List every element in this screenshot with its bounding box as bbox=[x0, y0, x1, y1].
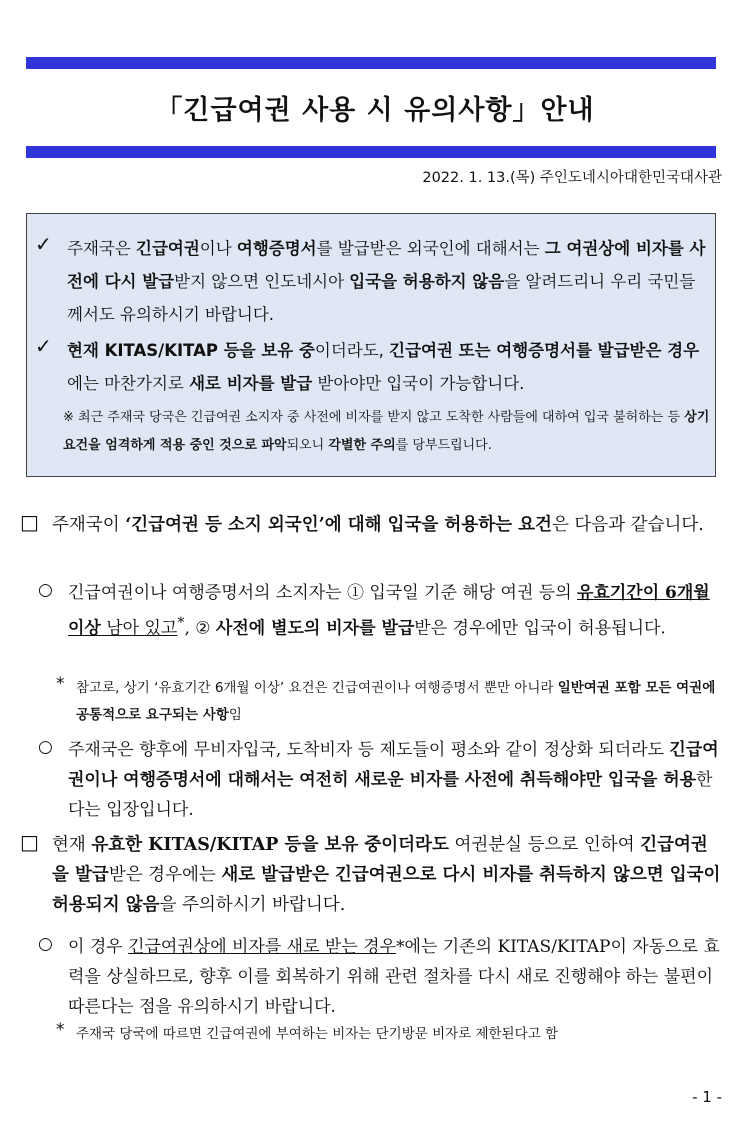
section1-item-2: 주재국은 향후에 무비자입국, 도착비자 등 제도들이 평소와 같이 정상화 되더라도 긴급여권이나 여행증명서에 대해서는 여전히 새로운 비자를 사전에 취득해야만 입국을 허용한다는 입장입니다. bbox=[68, 740, 719, 820]
asterisk-icon: * bbox=[56, 1020, 65, 1040]
check-icon: ✓ bbox=[35, 334, 52, 358]
document-title: 「긴급여권 사용 시 유의사항」안내 bbox=[155, 95, 595, 126]
square-bullet-icon: □ bbox=[20, 830, 39, 854]
date-issuer-line: 2022. 1. 13.(목) 주인도네시아대한민국대사관 bbox=[422, 170, 722, 186]
section1-item-1: 긴급여권이나 여행증명서의 소지자는 ① 입국일 기준 해당 여권 등의 유효기간이 6개월 이상 남아 있고*, ② 사전에 별도의 비자를 발급받은 경우에만 입국이 허용됩니다. bbox=[68, 583, 710, 639]
section2-footnote: 주재국 당국에 따르면 긴급여권에 부여하는 비자는 단기방문 비자로 제한된다고 함 bbox=[76, 1026, 559, 1042]
section1-footnote: 참고로, 상기 ‘유효기간 6개월 이상’ 요건은 긴급여권이나 여행증명서 뿐만 아니라 일반여권 포함 모든 여권에 공통적으로 요구되는 사항임 bbox=[76, 680, 716, 723]
notice-paragraph-1: 주재국은 긴급여권이나 여행증명서를 발급받은 외국인에 대해서는 그 여권상에 비자를 사전에 다시 발급받지 않으면 인도네시아 입국을 허용하지 않음을 알려드리니 우리 국민들께서도 유의하시기 바랍니다. bbox=[67, 239, 706, 324]
asterisk-icon: * bbox=[56, 674, 65, 694]
top-accent-bar bbox=[26, 57, 716, 69]
section2-item-1: 이 경우 긴급여권상에 비자를 새로 받는 경우*에는 기존의 KITAS/KITAP이 자동으로 효력을 상실하므로, 향후 이를 회복하기 위해 관련 절차를 다시 새로 진행해야 하는 불편이 따른다는 점을 유의하시기 바랍니다. bbox=[68, 937, 720, 1017]
notice-paragraph-2: 현재 KITAS/KITAP 등을 보유 중이더라도, 긴급여권 또는 여행증명서를 발급받은 경우에는 마찬가지로 새로 비자를 발급 받아야만 입국이 가능합니다. bbox=[67, 341, 700, 393]
notice-reference-note: ※ 최근 주재국 당국은 긴급여권 소지자 중 사전에 비자를 받지 않고 도착한 사람들에 대하여 입국 불허하는 등 상기 요건을 엄격하게 적용 중인 것으로 파악되오니 각별한 주의를 당부드립니다. bbox=[63, 410, 710, 453]
section1-heading: 주재국이 ‘긴급여권 등 소지 외국인’에 대해 입국을 허용하는 요건은 다음과 같습니다. bbox=[52, 515, 704, 535]
circle-bullet-icon: ○ bbox=[38, 934, 53, 954]
notice-box bbox=[26, 213, 716, 477]
section2-heading: 현재 유효한 KITAS/KITAP 등을 보유 중이더라도 여권분실 등으로 인하여 긴급여권을 발급받은 경우에는 새로 발급받은 긴급여권으로 다시 비자를 취득하지 않으면 입국이 허용되지 않음을 주의하시기 바랍니다. bbox=[52, 835, 721, 915]
circle-bullet-icon: ○ bbox=[38, 580, 53, 600]
title-underline-bar bbox=[26, 146, 716, 158]
check-icon: ✓ bbox=[35, 232, 52, 256]
page-number: - 1 - bbox=[692, 1088, 722, 1106]
square-bullet-icon: □ bbox=[20, 510, 39, 534]
circle-bullet-icon: ○ bbox=[38, 737, 53, 757]
